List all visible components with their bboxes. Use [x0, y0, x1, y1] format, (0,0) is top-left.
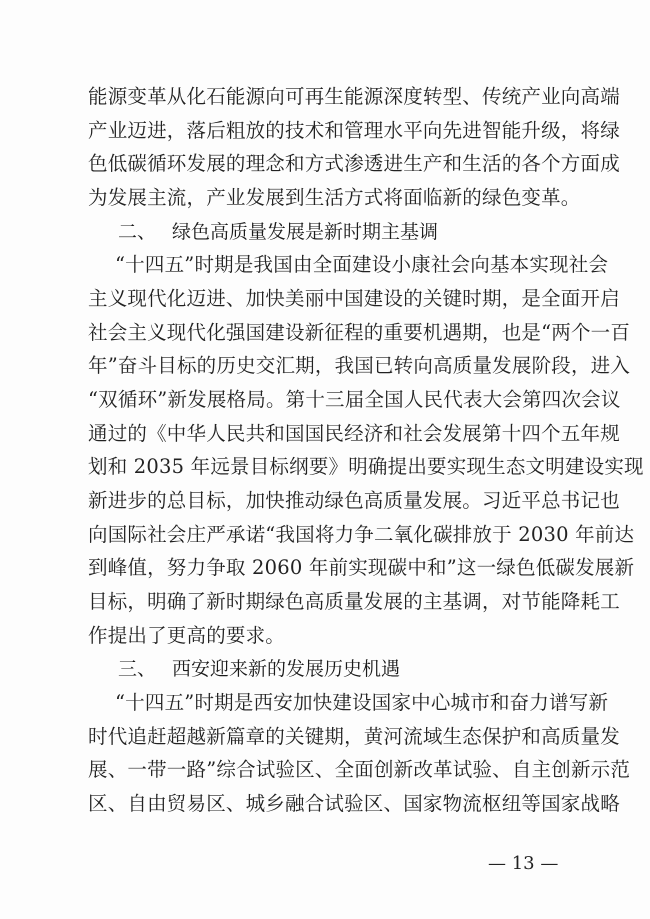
- paragraph-line: “十四五”时期是西安加快建设国家中心城市和奋力谱写新: [115, 691, 609, 714]
- paragraph-line: 年”奋斗目标的历史交汇期，我国已转向高质量发展阶段，进入: [88, 354, 631, 377]
- paragraph-line: 主义现代化迈进、加快美丽中国建设的关键时期，是全面开启: [88, 287, 620, 310]
- paragraph-line: 到峰值，努力争取 2060 年前实现碳中和”这一绿色低碳发展新: [88, 556, 635, 579]
- paragraph-line: “双循环”新发展格局。第十三届全国人民代表大会第四次会议: [88, 388, 621, 411]
- paragraph-line: 目标，明确了新时期绿色高质量发展的主基调，对节能降耗工: [88, 590, 620, 613]
- section-heading: [118, 657, 400, 681]
- paragraph-line: 时代追赶超越新篇章的关键期，黄河流域生态保护和高质量发: [88, 725, 620, 748]
- paragraph-line: 为发展主流，产业发展到生活方式将面临新的绿色变革。: [88, 186, 581, 209]
- paragraph-line: 能源变革从化石能源向可再生能源深度转型、传统产业向高端: [88, 85, 620, 108]
- section-heading-text: 绿色高质量发展是新时期主基调: [172, 221, 439, 243]
- page-number: — 13 —: [488, 853, 559, 874]
- section-heading-number: 三、: [118, 658, 157, 680]
- paragraph-line: 向国际社会庄严承诺“我国将力争二氧化碳排放于 2030 年前达: [88, 523, 635, 546]
- section-heading-number: 二、: [118, 221, 157, 243]
- section-heading-text: 西安迎来新的发展历史机遇: [172, 658, 401, 680]
- paragraph-line: 区、自由贸易区、城乡融合试验区、国家物流枢纽等国家战略: [88, 792, 620, 815]
- paragraph-line: 通过的《中华人民共和国国民经济和社会发展第十四个五年规: [88, 422, 620, 445]
- section-heading: [118, 220, 438, 244]
- paragraph-line: 色低碳循环发展的理念和方式渗透进生产和生活的各个方面成: [88, 152, 620, 175]
- paragraph-line: 展、一带一路”综合试验区、全面创新改革试验、自主创新示范: [88, 758, 631, 781]
- paragraph-line: 作提出了更高的要求。: [88, 624, 286, 647]
- paragraph-line: 新进步的总目标，加快推动绿色高质量发展。习近平总书记也: [88, 489, 620, 512]
- paragraph-line: 社会主义现代化强国建设新征程的重要机遇期，也是“两个一百: [88, 321, 631, 344]
- paragraph-line: 产业迈进，落后粗放的技术和管理水平向先进智能升级，将绿: [88, 119, 620, 142]
- paragraph-line: “十四五”时期是我国由全面建设小康社会向基本实现社会: [115, 253, 609, 276]
- paragraph-line: 划和 2035 年远景目标纲要》明确提出要实现生态文明建设实现: [88, 455, 644, 478]
